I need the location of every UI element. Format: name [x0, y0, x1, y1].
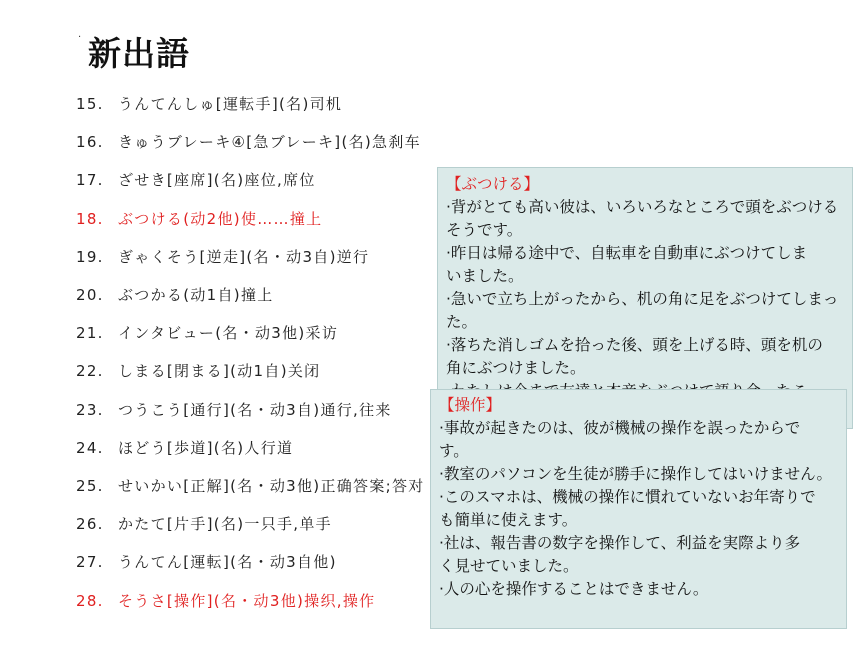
vocab-item	[76, 284, 274, 305]
vocab-text: つうこう[通行](名・动3自)通行,往来	[118, 400, 392, 419]
vocab-number: 17.	[76, 171, 104, 190]
example-line: ·昨日は帰る途中で、自転車を自動車にぶつけてしま	[446, 244, 808, 262]
vocab-item	[76, 513, 332, 534]
vocab-number: 22.	[76, 362, 104, 381]
vocab-text: ざせき[座席](名)座位,席位	[118, 171, 316, 190]
vocab-text: ほどう[歩道](名)人行道	[118, 438, 294, 457]
vocab-text: ぶつける(动2他)使……撞上	[118, 209, 323, 228]
vocab-number: 28.	[76, 591, 104, 610]
vocab-text: ぶつかる(动1自)撞上	[118, 286, 274, 304]
slide-dot-mark: ·	[78, 32, 82, 43]
example-line: いました。	[446, 267, 524, 285]
vocab-text: うんてんしゅ[運転手](名)司机	[118, 95, 343, 113]
example-line: 角にぶつけました。	[446, 359, 586, 377]
vocab-text: ぎゃくそう[逆走](名・动3自)逆行	[118, 247, 370, 266]
vocab-item	[76, 246, 369, 267]
example-line: ·急いで立ち上がったから、机の角に足をぶつけてしまっ	[446, 290, 839, 308]
vocab-item	[76, 322, 338, 343]
example-line: そうです。	[446, 221, 523, 239]
vocab-number: 26.	[76, 515, 104, 534]
vocab-item	[76, 590, 375, 611]
vocab-item	[76, 360, 320, 381]
example-line: ·落ちた消しゴムを拾った後、頭を上げる時、頭を机の	[446, 336, 823, 354]
example-line: ·教室のパソコンを生徒が勝手に操作してはいけません。	[439, 465, 833, 483]
vocab-number: 20.	[76, 286, 104, 304]
example-line: す。	[439, 442, 469, 460]
vocab-number: 21.	[76, 324, 104, 343]
vocab-number: 16.	[76, 133, 104, 152]
vocab-number: 15.	[76, 95, 104, 113]
vocab-item	[76, 131, 421, 152]
example-box-sousa	[430, 389, 847, 629]
vocab-text: しまる[閉まる](动1自)关闭	[118, 362, 321, 381]
vocab-text: インタビュー(名・动3他)采访	[118, 324, 339, 343]
example-line: く見せていました。	[439, 557, 579, 575]
vocab-number: 23.	[76, 400, 104, 419]
vocab-item	[76, 208, 322, 229]
vocab-item	[76, 437, 293, 458]
example-heading: 【操作】	[439, 396, 502, 414]
vocab-item	[76, 399, 392, 420]
vocab-item	[76, 93, 342, 114]
vocab-item	[76, 551, 337, 572]
vocab-text: かたて[片手](名)一只手,单手	[118, 515, 332, 534]
example-line: ·背がとても高い彼は、いろいろなところで頭をぶつける	[446, 198, 839, 216]
vocab-number: 19.	[76, 247, 104, 266]
vocab-text: せいかい[正解](名・动3他)正确答案;答对	[118, 477, 425, 495]
vocab-number: 27.	[76, 553, 104, 572]
example-line: ·事故が起きたのは、彼が機械の操作を誤ったからで	[439, 419, 801, 437]
example-line: ·社は、報告書の数字を操作して、利益を実際より多	[439, 534, 801, 552]
vocab-text: きゅうブレーキ④[急ブレーキ](名)急刹车	[118, 133, 421, 152]
vocab-item	[76, 475, 425, 496]
example-line: た。	[446, 313, 478, 331]
example-heading: 【ぶつける】	[446, 175, 540, 193]
example-line: ·人の心を操作することはできません。	[439, 580, 709, 598]
vocab-number: 18.	[76, 209, 104, 228]
example-line: ·このスマホは、機械の操作に慣れていないお年寄りで	[439, 488, 816, 506]
page-title: 新出語	[88, 34, 190, 73]
example-line: も簡単に使えます。	[439, 511, 578, 529]
vocab-text: うんてん[運転](名・动3自他)	[118, 553, 337, 572]
vocab-text: そうさ[操作](名・动3他)操织,操作	[118, 591, 376, 610]
vocab-number: 24.	[76, 438, 104, 457]
vocab-item	[76, 169, 316, 190]
vocab-number: 25.	[76, 477, 104, 495]
